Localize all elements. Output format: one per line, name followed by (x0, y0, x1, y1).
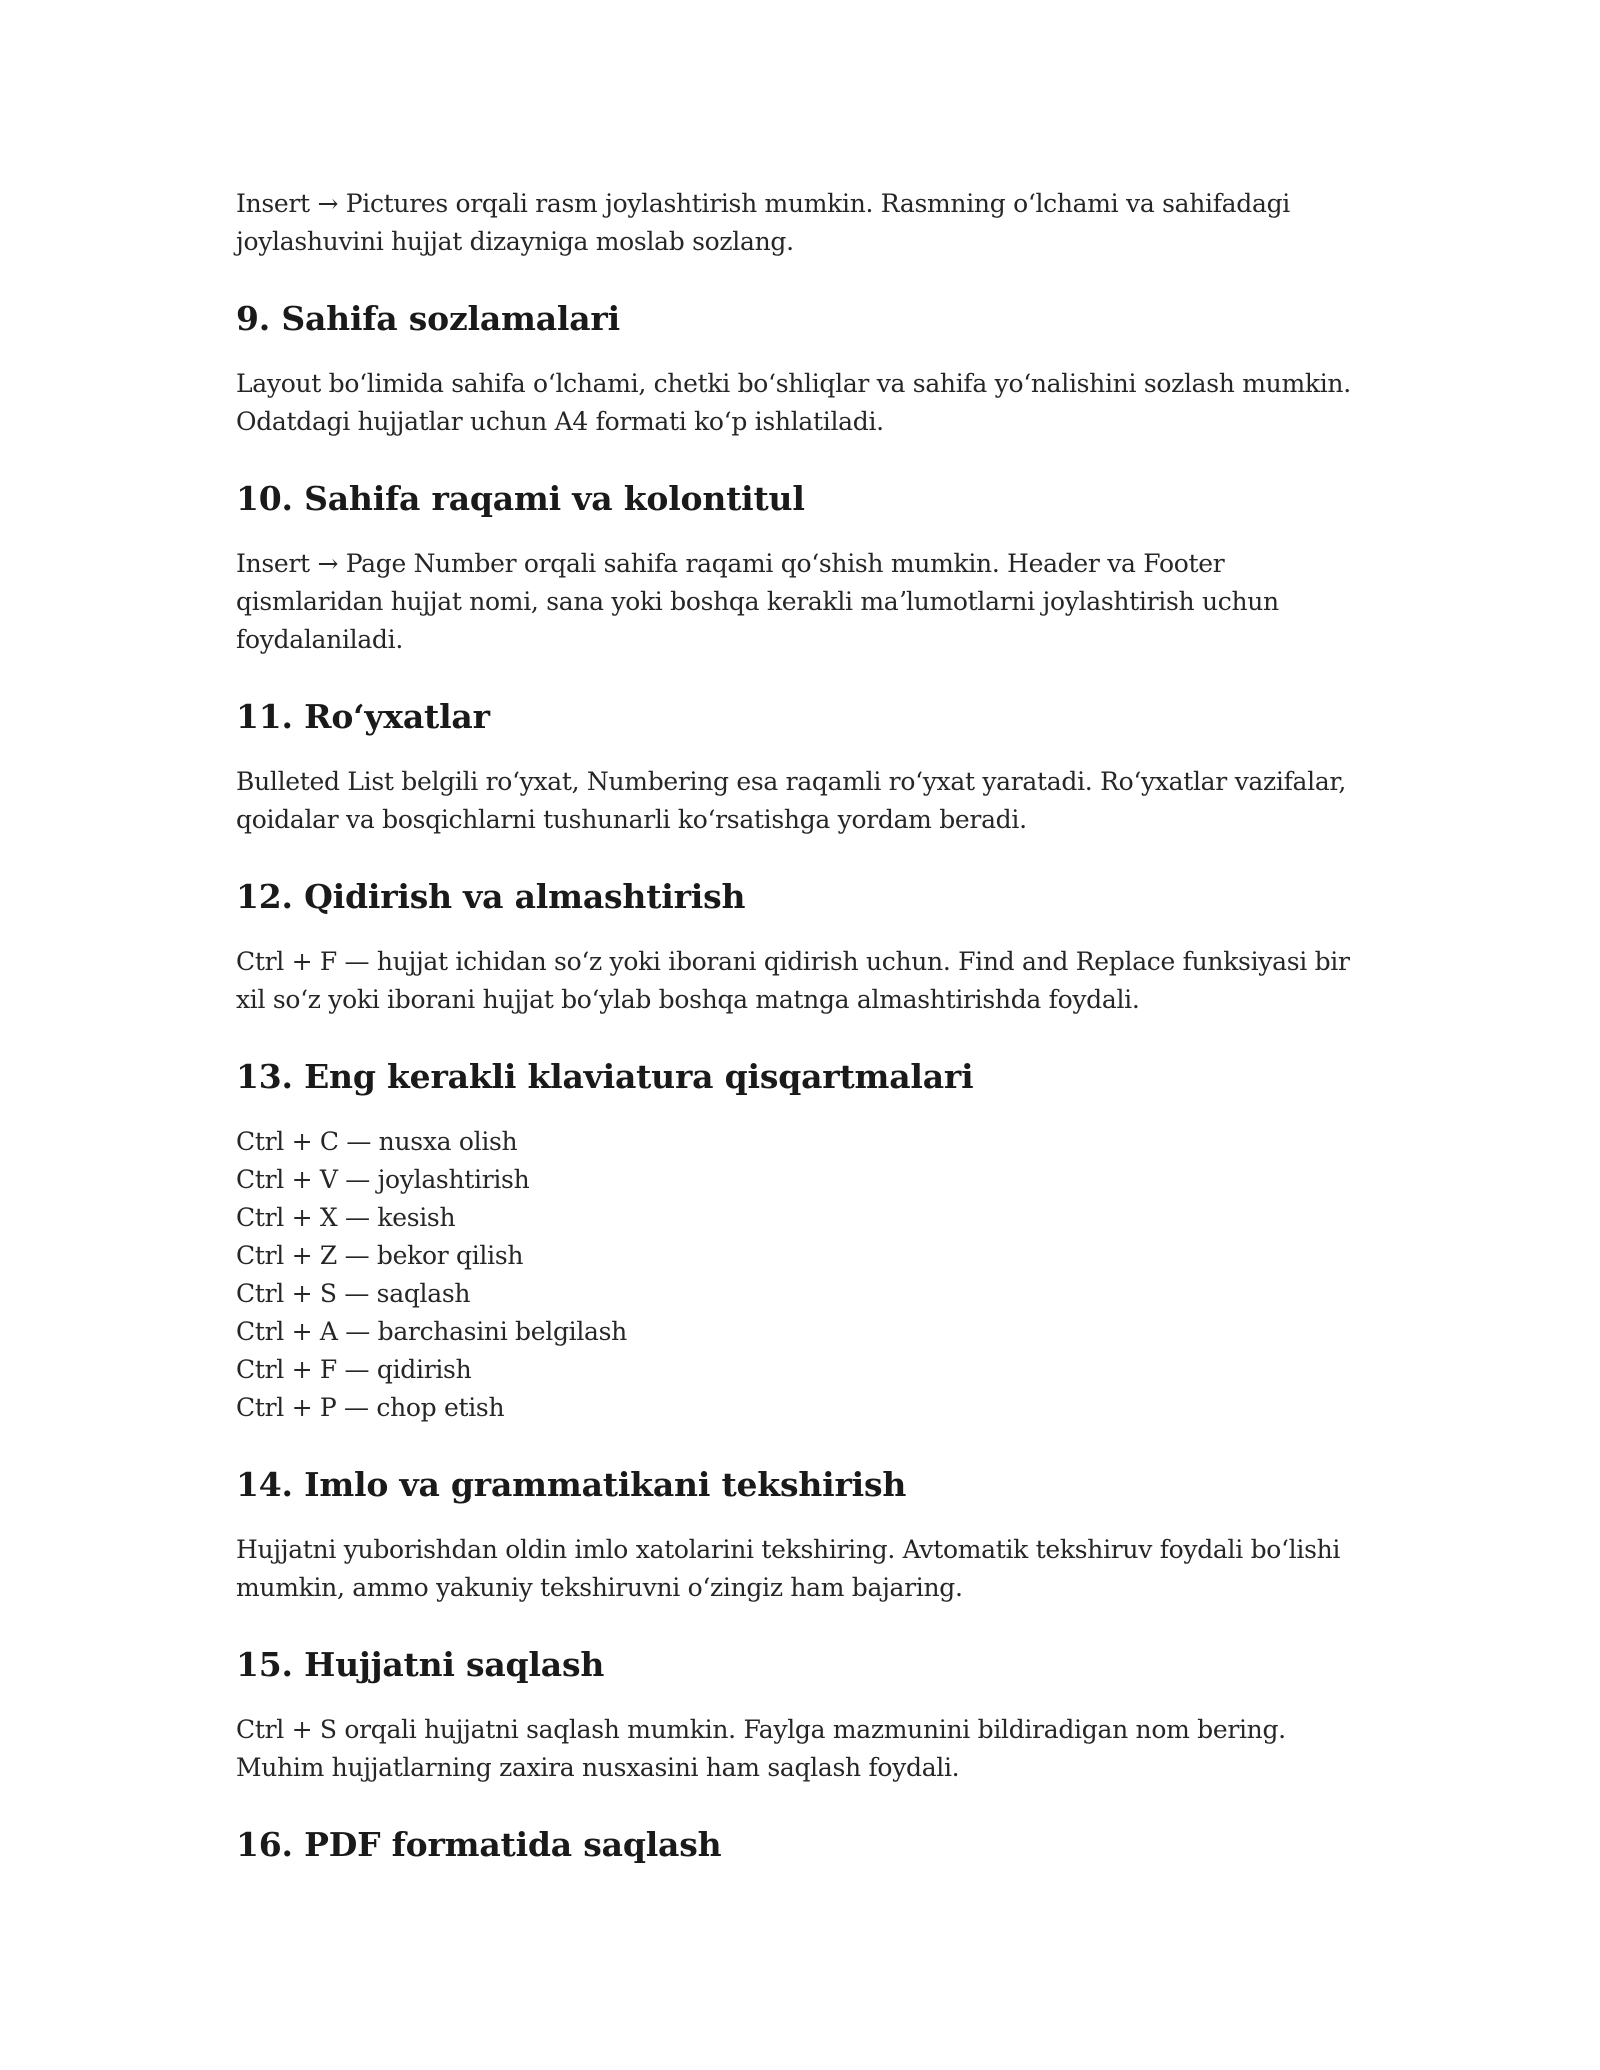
shortcut-item: Ctrl + P — chop etish (236, 1393, 505, 1422)
shortcut-item: Ctrl + V — joylashtirish (236, 1165, 530, 1194)
shortcut-item: Ctrl + Z — bekor qilish (236, 1241, 524, 1270)
paragraph-save-document: Ctrl + S orqali hujjatni saqlash mumkin. Faylga mazmunini bildiradigan nom bering. Muhim hujjatlarning zaxira nusxasini ham saqlash foydali. (236, 1715, 1286, 1782)
paragraph-spellcheck: Hujjatni yuborishdan oldin imlo xatolarini tekshiring. Avtomatik tekshiruv foydali boʻlishi mumkin, ammo yakuniy tekshiruvni oʻzingiz ham bajaring. (236, 1535, 1341, 1602)
shortcut-item: Ctrl + X — kesish (236, 1203, 456, 1232)
heading-lists: 11. Roʻyxatlar (236, 697, 490, 736)
shortcut-item: Ctrl + S — saqlash (236, 1279, 471, 1308)
paragraph-find-replace: Ctrl + F — hujjat ichidan soʻz yoki iborani qidirish uchun. Find and Replace funksiyasi bir xil soʻz yoki iborani hujjat boʻylab boshqa matnga almashtirishda foydali. (236, 947, 1350, 1014)
heading-find-replace: 12. Qidirish va almashtirish (236, 877, 746, 916)
shortcut-item: Ctrl + F — qidirish (236, 1355, 472, 1384)
heading-page-number: 10. Sahifa raqami va kolontitul (236, 479, 805, 518)
heading-save-pdf: 16. PDF formatida saqlash (236, 1825, 722, 1864)
shortcut-list (236, 1123, 1366, 1427)
shortcut-item: Ctrl + C — nusxa olish (236, 1127, 518, 1156)
paragraph-page-settings: Layout boʻlimida sahifa oʻlchami, chetki boʻshliqlar va sahifa yoʻnalishini sozlash mumkin. Odatdagi hujjatlar uchun A4 formati koʻp ishlatiladi. (236, 369, 1351, 436)
heading-save-document: 15. Hujjatni saqlash (236, 1645, 605, 1684)
paragraph-lists: Bulleted List belgili roʻyxat, Numbering esa raqamli roʻyxat yaratadi. Roʻyxatlar vazifalar, qoidalar va bosqichlarni tushunarli koʻrsatishga yordam beradi. (236, 767, 1346, 834)
document-page (236, 185, 1366, 1867)
heading-shortcuts: 13. Eng kerakli klaviatura qisqartmalari (236, 1057, 974, 1096)
paragraph-insert-pictures: Insert → Pictures orqali rasm joylashtirish mumkin. Rasmning oʻlchami va sahifadagi joylashuvini hujjat dizayniga moslab sozlang. (236, 189, 1290, 256)
heading-page-settings: 9. Sahifa sozlamalari (236, 299, 620, 338)
heading-spellcheck: 14. Imlo va grammatikani tekshirish (236, 1465, 907, 1504)
shortcut-item: Ctrl + A — barchasini belgilash (236, 1317, 627, 1346)
paragraph-page-number: Insert → Page Number orqali sahifa raqami qoʻshish mumkin. Header va Footer qismlaridan hujjat nomi, sana yoki boshqa kerakli maʼlumotlarni joylashtirish uchun foydalaniladi. (236, 549, 1279, 654)
